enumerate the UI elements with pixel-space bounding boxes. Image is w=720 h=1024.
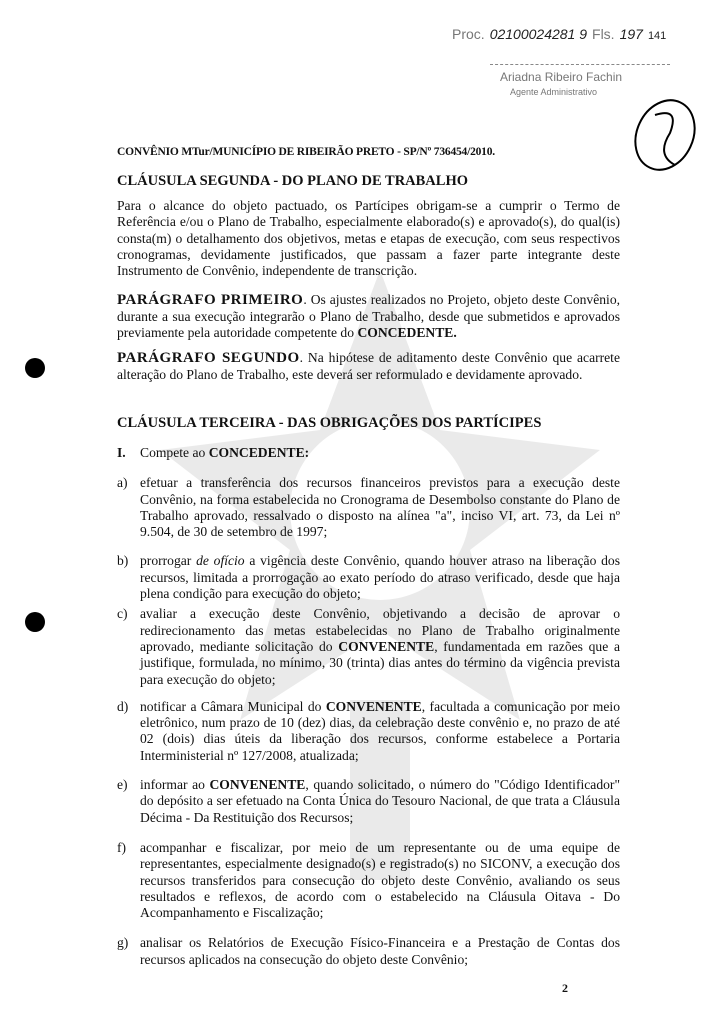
item-text-post: a vigência deste Convênio, quando houver atraso na liberação dos recursos, limitada a prorrogação ao exato período do atraso verificado, desde que haja plena condição para execução do objeto; bbox=[140, 553, 621, 602]
list-item-c bbox=[117, 606, 620, 687]
clause-2-title: CLÁUSULA SEGUNDA - DO PLANO DE TRABALHO bbox=[117, 173, 469, 189]
punch-hole bbox=[25, 358, 45, 378]
item-label: c) bbox=[117, 606, 128, 622]
paragraph-second bbox=[117, 350, 620, 383]
item-text-post: , fundamentada em razões que a justifique, formulada, no mínimo, 30 (trinta) dias antes do término da vigência prevista para execução do objeto; bbox=[140, 638, 620, 687]
item-text: notificar a Câmara Municipal do bbox=[140, 698, 326, 714]
paragraph-second-text: . Na hipótese de aditamento deste Convênio que acarrete alteração do Plano de Trabalho, este deverá ser reformulado e devidamente aprovado. bbox=[117, 350, 620, 382]
item-label: b) bbox=[117, 553, 129, 569]
clause-3-title: CLÁUSULA TERCEIRA - DAS OBRIGAÇÕES DOS PARTÍCIPES bbox=[117, 414, 542, 431]
punch-hole bbox=[25, 612, 45, 632]
item-label: g) bbox=[117, 935, 129, 951]
handwritten-signature bbox=[620, 95, 710, 175]
list-item-e bbox=[117, 777, 620, 826]
stamp-role: Agente Administrativo bbox=[510, 87, 598, 97]
item-bold: CONVENENTE bbox=[338, 638, 435, 654]
paragraph-first bbox=[117, 292, 620, 341]
item-text: informar ao bbox=[140, 777, 210, 793]
proc-label: Proc. bbox=[452, 26, 485, 42]
item-label: a) bbox=[117, 475, 128, 491]
item-italic: de ofício bbox=[196, 553, 245, 569]
item-label: f) bbox=[117, 839, 127, 855]
paragraph-first-label: PARÁGRAFO PRIMEIRO bbox=[117, 292, 304, 309]
list-item-f bbox=[117, 840, 620, 921]
item-text: analisar os Relatórios de Execução Físico-Financeira e a Prestação de Contas dos recursos aplicados na consecução do objeto deste Convênio; bbox=[140, 935, 620, 967]
list-item-b bbox=[117, 553, 620, 602]
item-bold: CONVENENTE bbox=[209, 777, 306, 793]
section-i-bold: CONCEDENTE: bbox=[208, 444, 310, 460]
item-text: acompanhar e fiscalizar, por meio de um representante ou de uma equipe de representantes, especialmente designado(s) e registrado(s) no SICONV, a execução dos recursos transferidos para consecução do objeto deste Convênio, avaliando os seus resultados e reflexos, de acordo com o estabelecido na Cláusula Oitava - Do Acompanhamento e Fiscalização; bbox=[140, 839, 620, 921]
corner-number: 141 bbox=[647, 30, 667, 42]
stamp-line bbox=[490, 64, 670, 65]
list-item-a bbox=[117, 475, 620, 540]
fls-number: 197 bbox=[619, 26, 643, 42]
clause-2-body: Para o alcance do objeto pactuado, os Partícipes obrigam-se a cumprir o Termo de Referência e/ou o Plano de Trabalho, especialmente elaborado(s) e aprovado(s), do qual(is) consta(m) o detalhamento dos objetivos, metas e etapas de execução, com seus respectivos cronogramas, devidamente justificados, que passam a fazer parte integrante deste Instrumento de Convênio, independente de transcrição. bbox=[117, 198, 620, 279]
item-text-post: , quando solicitado, o número do "Código Identificador" do depósito a ser efetuado na Conta Única do Tesouro Nacional, de que trata a Cláusula Décima - Da Restituição dos Recursos; bbox=[140, 777, 621, 825]
page-number: 2 bbox=[562, 980, 568, 995]
paragraph-first-text: . Os ajustes realizados no Projeto, objeto deste Convênio, durante a sua execução integrarão o Plano de Trabalho, desde que submetidos e aprovados previamente pela autoridade competente do bbox=[117, 292, 621, 341]
document-header: CONVÊNIO MTur/MUNICÍPIO DE RIBEIRÃO PRETO - SP/Nº 736454/2010. bbox=[117, 146, 495, 158]
proc-number: 02100024281 9 bbox=[489, 26, 588, 42]
item-label: d) bbox=[117, 698, 129, 714]
paragraph-second-label: PARÁGRAFO SEGUNDO bbox=[117, 350, 300, 367]
stamp-name: Ariadna Ribeiro Fachin bbox=[500, 70, 623, 84]
section-i bbox=[117, 445, 620, 461]
fls-label: Fls. bbox=[592, 26, 615, 42]
list-item-d bbox=[117, 699, 620, 764]
section-i-label: I. bbox=[117, 444, 126, 460]
item-text: efetuar a transferência dos recursos financeiros previstos para a execução deste Convênio, na forma estabelecida no Cronograma de Desembolso constante do Plano de Trabalho aprovado, ressalvado o disposto na alínea "a", inciso VI, art. 73, da Lei nº 9.504, de 30 de setembro de 1997; bbox=[140, 475, 620, 540]
paragraph-first-bold: CONCEDENTE. bbox=[357, 325, 457, 341]
document-body bbox=[117, 145, 620, 996]
item-text: prorrogar bbox=[140, 553, 197, 569]
item-bold: CONVENENTE bbox=[325, 698, 422, 714]
item-label: e) bbox=[117, 777, 128, 793]
protocol-stamp bbox=[452, 26, 666, 42]
section-i-text: Compete ao bbox=[140, 444, 209, 460]
item-text-post: , facultada a comunicação por meio eletrônico, num prazo de 10 (dez) dias, da celebração deste convênio e, no prazo de até 02 (dois) dias úteis da liberação dos recursos, conforme estabelece a Portaria Interministerial nº 127/2008, atualizada; bbox=[140, 698, 620, 763]
item-text: avaliar a execução deste Convênio, objetivando a decisão de aprovar o redirecionamento das metas estabelecidas no Plano de Trabalho originalmente aprovado, mediante solicitação do bbox=[140, 606, 620, 654]
stamp-signatory bbox=[500, 70, 622, 100]
list-item-g bbox=[117, 935, 620, 968]
